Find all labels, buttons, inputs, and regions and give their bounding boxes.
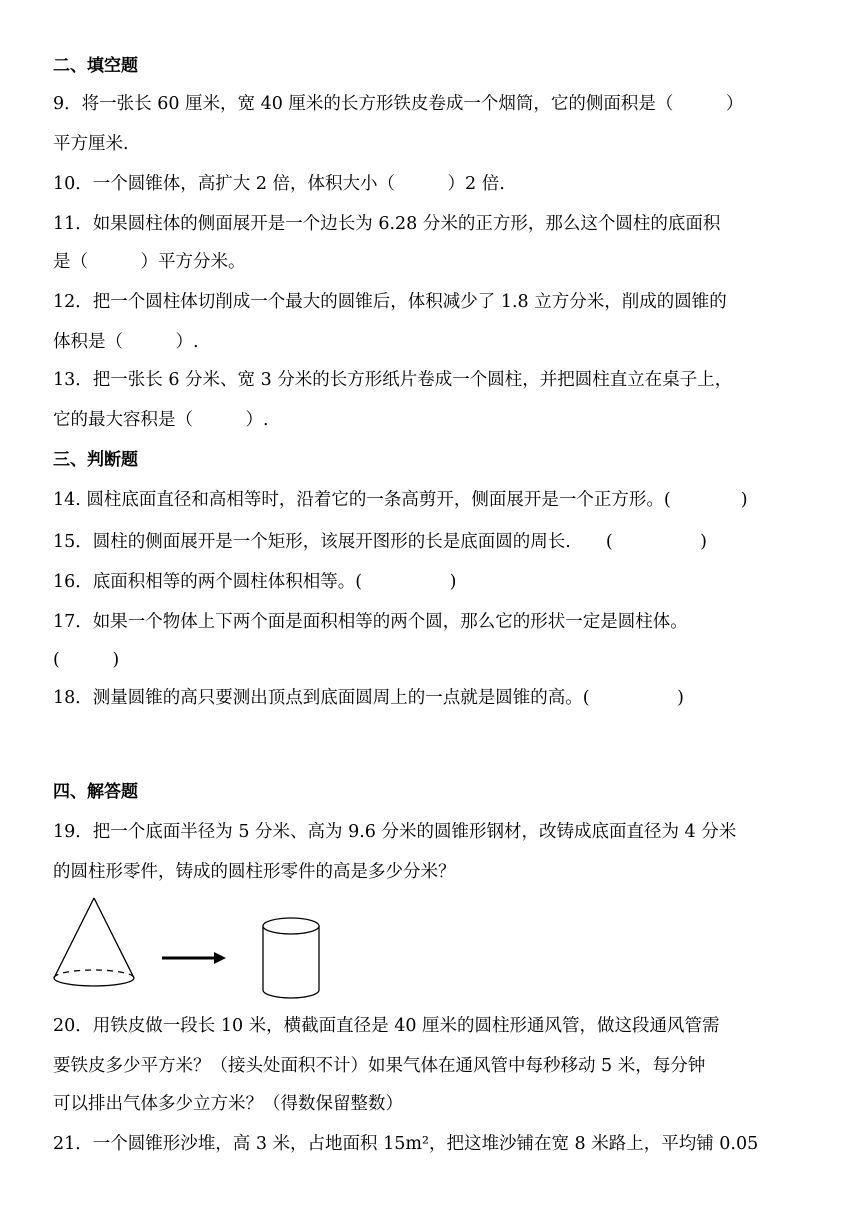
question-18: 18．测量圆锥的高只要测出顶点到底面圆周上的一点就是圆锥的高。( ) [53, 688, 684, 708]
question-17-line-1: 17．如果一个物体上下两个面是面积相等的两个圆，那么它的形状一定是圆柱体。 [53, 612, 688, 632]
cylinder-icon [263, 918, 319, 998]
section-true-false-title: 三、判断题 [53, 450, 138, 470]
question-16: 16．底面积相等的两个圆柱体积相等。( ) [53, 572, 457, 592]
question-15: 15．圆柱的侧面展开是一个矩形，该展开图形的长是底面圆的周长. ( ) [53, 532, 707, 552]
question-19-line-1: 19．把一个底面半径为 5 分米、高为 9.6 分米的圆锥形钢材，改铸成底面直径为 4 分米 [53, 822, 737, 842]
question-20-line-1: 20．用铁皮做一段长 10 米，横截面直径是 40 厘米的圆柱形通风管，做这段通风管需 [53, 1016, 720, 1036]
question-12-line-2: 体积是（ ）. [53, 332, 199, 352]
question-11-line-1: 11．如果圆柱体的侧面展开是一个边长为 6.28 分米的正方形，那么这个圆柱的底面积 [53, 214, 721, 234]
question-11-line-2: 是（ ）平方分米。 [53, 252, 246, 272]
question-10: 10．一个圆锥体，高扩大 2 倍，体积大小（ ）2 倍. [53, 174, 505, 194]
question-9-line-2: 平方厘米. [53, 134, 129, 154]
arrow-right-icon [162, 952, 226, 964]
question-9-line-1: 9．将一张长 60 厘米，宽 40 厘米的长方形铁皮卷成一个烟筒，它的侧面积是（ ） [53, 94, 744, 114]
question-12-line-1: 12．把一个圆柱体切削成一个最大的圆锥后，体积减少了 1.8 立方分米，削成的圆锥的 [53, 292, 727, 312]
section-fill-in-title: 二、填空题 [53, 56, 138, 76]
cone-to-cylinder-figure [52, 894, 332, 1000]
question-13-line-2: 它的最大容积是（ ）. [53, 410, 269, 430]
question-20-line-3: 可以排出气体多少立方米？（得数保留整数） [53, 1094, 403, 1114]
question-19-line-2: 的圆柱形零件，铸成的圆柱形零件的高是多少分米？ [53, 862, 456, 882]
question-17-line-2: ( ) [53, 650, 120, 670]
question-13-line-1: 13．把一张长 6 分米、宽 3 分米的长方形纸片卷成一个圆柱，并把圆柱直立在桌子上， [53, 370, 733, 390]
section-solve-title: 四、解答题 [53, 782, 138, 802]
question-20-line-2: 要铁皮多少平方米？（接头处面积不计）如果气体在通风管中每秒移动 5 米，每分钟 [53, 1056, 706, 1076]
cone-icon [54, 898, 134, 986]
question-14: 14. 圆柱底面直径和高相等时，沿着它的一条高剪开，侧面展开是一个正方形。( ) [53, 490, 748, 510]
question-21-line-1: 21．一个圆锥形沙堆，高 3 米，占地面积 15m²，把这堆沙铺在宽 8 米路上，平均铺 0.05 [53, 1134, 759, 1154]
